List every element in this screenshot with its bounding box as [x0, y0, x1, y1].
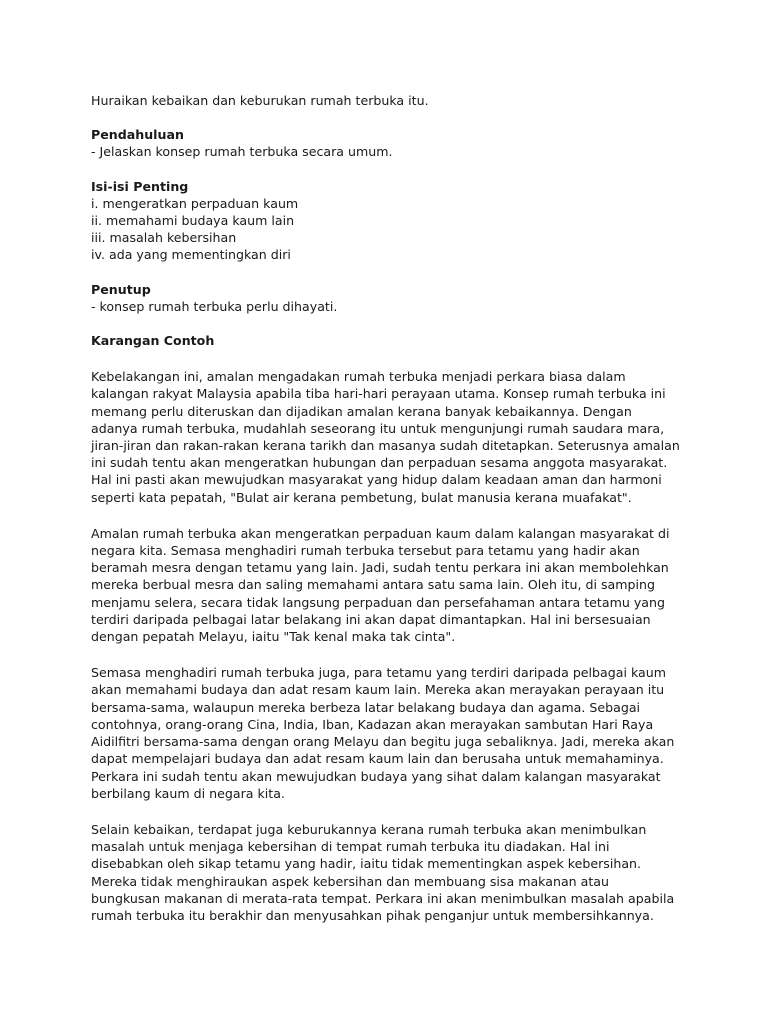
essay-line: masalah untuk menjaga kebersihan di tempat rumah terbuka itu diadakan. Hal ini — [91, 839, 610, 855]
essay-line: memang perlu diteruskan dan dijadikan amalan kerana banyak kebaikannya. Dengan — [91, 403, 632, 419]
essay-line: mereka berbual mesra dan saling memahami antara satu sama lain. Oleh itu, di samping — [91, 577, 655, 593]
essay-line: dengan pepatah Melayu, iaitu "Tak kenal maka tak cinta". — [91, 629, 456, 645]
isi-point-4: iv. ada yang mementingkan diri — [91, 247, 291, 263]
essay-line: akan memahami budaya dan adat resam kaum lain. Mereka akan merayakan perayaan itu — [91, 682, 665, 698]
essay-line: beramah mesra dengan tetamu yang lain. Jadi, sudah tentu perkara ini akan membolehkan — [91, 560, 669, 576]
essay-line: Kebelakangan ini, amalan mengadakan rumah terbuka menjadi perkara biasa dalam — [91, 369, 626, 385]
essay-line: kalangan rakyat Malaysia apabila tiba hari-hari perayaan utama. Konsep rumah terbuka ini — [91, 386, 666, 402]
isi-point-2: ii. memahami budaya kaum lain — [91, 213, 295, 229]
essay-line: negara kita. Semasa menghadiri rumah terbuka tersebut para tetamu yang hadir akan — [91, 543, 640, 559]
essay-line: Aidilfitri bersama-sama dengan orang Melayu dan begitu juga sebaliknya. Jadi, mereka akan — [91, 734, 675, 750]
essay-paragraph-3 — [91, 664, 691, 802]
essay-line: rumah terbuka itu berakhir dan menyusahkan pihak penganjur untuk membersihkannya. — [91, 907, 654, 923]
essay-line: berbilang kaum di negara kita. — [91, 785, 285, 801]
essay-paragraph-2 — [91, 525, 691, 645]
essay-paragraph-4 — [91, 821, 691, 924]
essay-line: Perkara ini sudah tentu akan mewujudkan budaya yang sihat dalam kalangan masyarakat — [91, 768, 661, 784]
essay-line: bersama-sama, walaupun mereka berbeza latar belakang budaya dan agama. Sebagai — [91, 699, 641, 715]
essay-line: Selain kebaikan, terdapat juga keburukannya kerana rumah terbuka akan menimbulkan — [91, 821, 647, 837]
pendahuluan-line: - Jelaskan konsep rumah terbuka secara umum. — [91, 144, 393, 160]
essay-line: terdiri daripada pelbagai latar belakang ini akan dapat dimantapkan. Hal ini bersesuaian — [91, 611, 651, 627]
essay-line: ini sudah tentu akan mengeratkan hubungan dan perpaduan sesama anggota masyarakat. — [91, 455, 668, 471]
section-heading-pendahuluan: Pendahuluan — [91, 127, 184, 143]
essay-line: Amalan rumah terbuka akan mengeratkan perpaduan kaum dalam kalangan masyarakat di — [91, 525, 670, 541]
essay-line: jiran-jiran dan rakan-rakan kerana tarikh dan masanya sudah ditetapkan. Seterusnya amalan — [91, 438, 680, 454]
essay-line: Semasa menghadiri rumah terbuka juga, para tetamu yang terdiri daripada pelbagai kaum — [91, 665, 667, 681]
essay-line: menjamu selera, secara tidak langsung perpaduan dan persefahaman antara tetamu yang — [91, 594, 665, 610]
essay-line: seperti kata pepatah, "Bulat air kerana pembetung, bulat manusia kerana muafakat". — [91, 489, 632, 505]
isi-point-1: i. mengeratkan perpaduan kaum — [91, 195, 299, 211]
penutup-line: - konsep rumah terbuka perlu dihayati. — [91, 298, 338, 314]
essay-line: dapat mempelajari budaya dan adat resam kaum lain dan berusaha untuk memahaminya. — [91, 751, 664, 767]
essay-line: contohnya, orang-orang Cina, India, Iban, Kadazan akan merayakan sambutan Hari Raya — [91, 716, 654, 732]
document-page — [91, 92, 691, 924]
essay-line: Hal ini pasti akan mewujudkan masyarakat yang hidup dalam keadaan aman dan harmoni — [91, 472, 662, 488]
section-heading-isi: Isi-isi Penting — [91, 178, 189, 194]
essay-line: Mereka tidak menghiraukan aspek kebersihan dan membuang sisa makanan atau — [91, 873, 610, 889]
question-line: Huraikan kebaikan dan keburukan rumah terbuka itu. — [91, 93, 429, 108]
section-heading-penutup: Penutup — [91, 281, 151, 297]
isi-point-3: iii. masalah kebersihan — [91, 230, 237, 246]
section-heading-karangan: Karangan Contoh — [91, 333, 215, 349]
essay-paragraph-1 — [91, 368, 691, 506]
essay-line: adanya rumah terbuka, mudahlah seseorang itu untuk mengunjungi rumah saudara mara, — [91, 420, 665, 436]
essay-line: bungkusan makanan di merata-rata tempat. Perkara ini akan menimbulkan masalah apabila — [91, 890, 675, 906]
essay-line: disebabkan oleh sikap tetamu yang hadir, iaitu tidak mementingkan aspek kebersihan. — [91, 856, 642, 872]
